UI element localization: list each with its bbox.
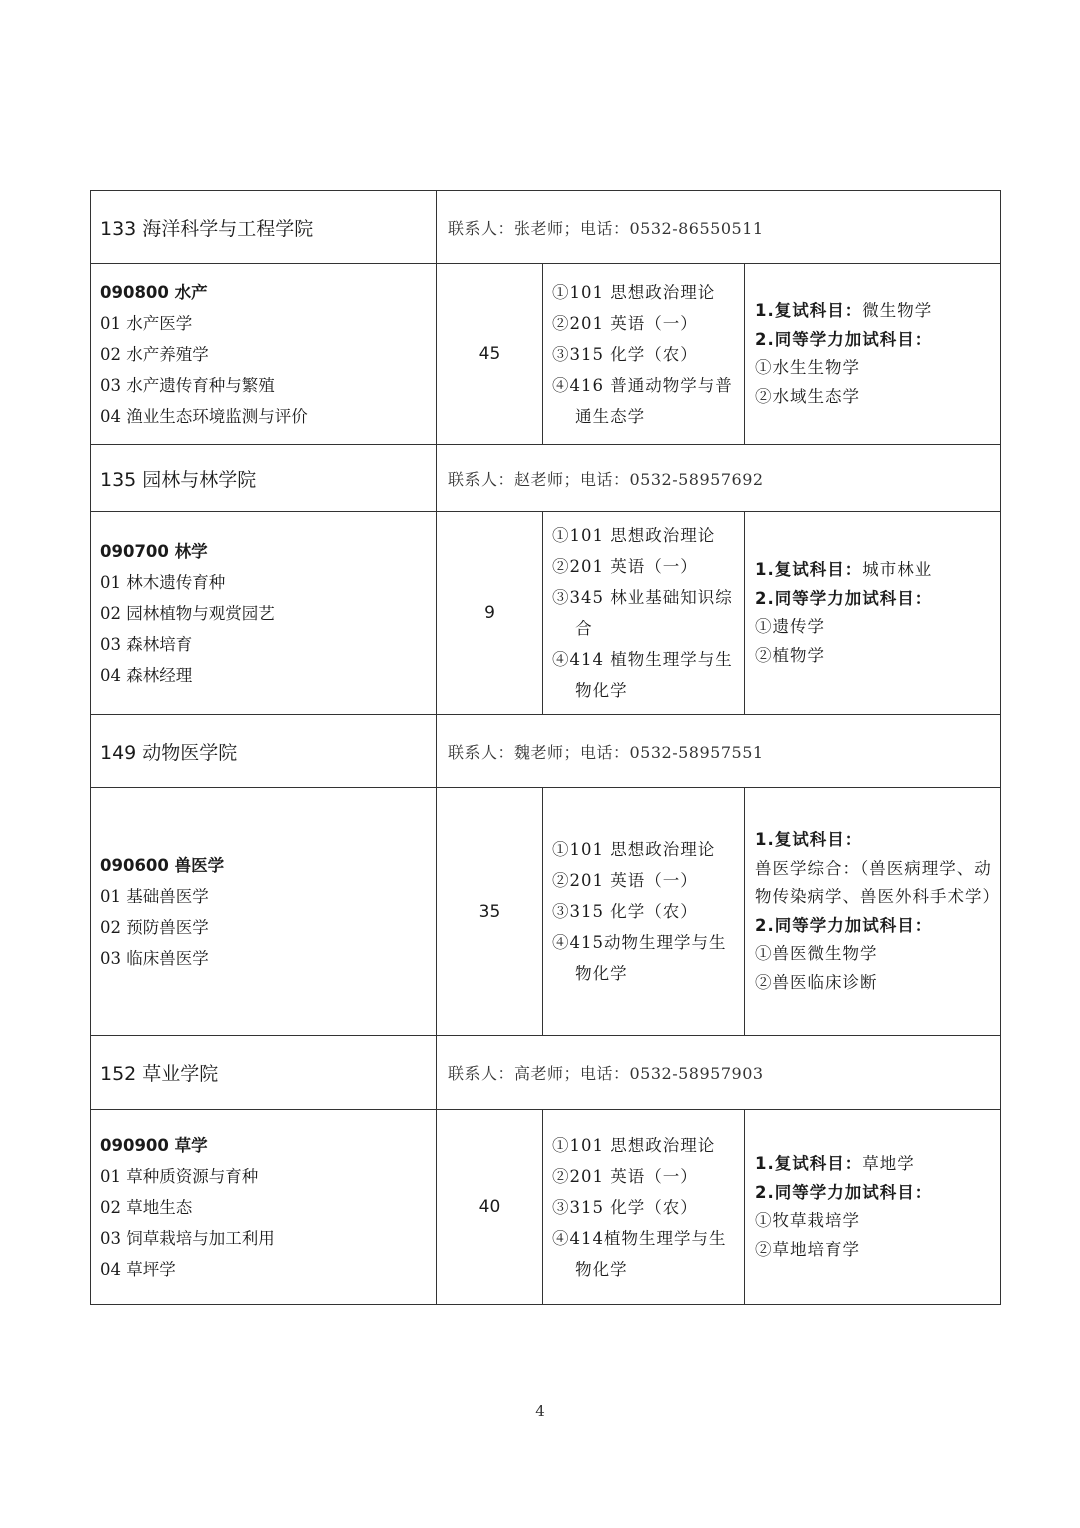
extra-item: ①牧草栽培学 (755, 1211, 860, 1230)
extra-item: ①遗传学 (755, 617, 825, 636)
retest-value: 兽医学综合：（兽医病理学、动物传染病学、兽医外科手术学） (755, 858, 1000, 906)
retest-cell (745, 264, 1001, 445)
enrollment-quota: 45 (437, 264, 543, 445)
direction-item: 03 临床兽医学 (100, 948, 209, 968)
subject-item: ④414植物生理学与生物化学 (552, 1228, 727, 1279)
page-number: 4 (535, 1402, 545, 1420)
extra-label: 2.同等学力加试科目： (755, 588, 933, 608)
college-title: 149 动物医学院 (91, 715, 437, 788)
enrollment-table (90, 190, 1001, 1305)
subject-item: ③315 化学（农） (552, 902, 698, 921)
major-cell (91, 512, 437, 715)
direction-item: 03 饲草栽培与加工利用 (100, 1228, 275, 1248)
subject-item: ②201 英语（一） (552, 313, 698, 333)
retest-label: 1.复试科目： (755, 560, 863, 579)
subject-item: ①101 思想政治理论 (552, 840, 716, 859)
retest-cell (745, 1110, 1001, 1305)
extra-label: 2.同等学力加试科目： (755, 915, 933, 935)
direction-item: 02 水产养殖学 (100, 344, 209, 364)
subject-item: ③315 化学（农） (552, 344, 698, 364)
subject-item: ④415动物生理学与生物化学 (552, 933, 727, 983)
enrollment-quota: 35 (437, 788, 543, 1036)
subject-item: ①101 思想政治理论 (552, 1135, 716, 1155)
extra-label: 2.同等学力加试科目： (755, 329, 933, 349)
major-cell (91, 264, 437, 445)
direction-item: 03 森林培育 (100, 634, 193, 654)
direction-item: 01 草种质资源与育种 (100, 1166, 259, 1186)
retest-value: 微生物学 (862, 301, 933, 320)
college-title: 135 园林与林学院 (91, 445, 437, 512)
contact-info: 联系人：高老师；电话：0532-58957903 (437, 1036, 1001, 1110)
exam-subjects (543, 788, 745, 1036)
retest-cell (745, 512, 1001, 715)
retest-label: 1.复试科目： (755, 301, 863, 320)
extra-item: ①水生生物学 (755, 358, 860, 377)
contact-info: 联系人：魏老师；电话：0532-58957551 (437, 715, 1001, 788)
subject-item: ①101 思想政治理论 (552, 526, 716, 545)
major-code: 090800 水产 (100, 282, 208, 302)
extra-item: ②水域生态学 (755, 386, 860, 406)
direction-item: 04 渔业生态环境监测与评价 (100, 406, 308, 426)
major-code: 090900 草学 (100, 1135, 208, 1155)
direction-item: 01 水产医学 (100, 313, 193, 333)
retest-label: 1.复试科目： (755, 1154, 863, 1173)
subject-item: ②201 英语（一） (552, 557, 698, 576)
direction-item: 02 园林植物与观赏园艺 (100, 603, 275, 623)
college-title: 133 海洋科学与工程学院 (91, 191, 437, 264)
major-cell (91, 1110, 437, 1305)
subject-item: ③315 化学（农） (552, 1197, 698, 1217)
subject-item: ②201 英语（一） (552, 871, 698, 890)
direction-item: 02 预防兽医学 (100, 917, 209, 937)
direction-item: 01 林木遗传育种 (100, 572, 226, 592)
college-title: 152 草业学院 (91, 1036, 437, 1110)
subject-item: ③345 林业基础知识综合 (552, 588, 733, 638)
retest-value: 城市林业 (862, 560, 933, 579)
extra-item: ②草地培育学 (755, 1239, 860, 1259)
major-cell (91, 788, 437, 1036)
exam-subjects (543, 264, 745, 445)
direction-item: 02 草地生态 (100, 1197, 193, 1217)
extra-item: ②兽医临床诊断 (755, 972, 878, 992)
subject-item: ①101 思想政治理论 (552, 282, 716, 302)
exam-subjects (543, 512, 745, 715)
major-code: 090600 兽医学 (100, 855, 225, 875)
contact-info: 联系人：赵老师；电话：0532-58957692 (437, 445, 1001, 512)
extra-item: ②植物学 (755, 645, 825, 665)
major-code: 090700 林学 (100, 541, 208, 561)
subject-item: ②201 英语（一） (552, 1166, 698, 1186)
extra-item: ①兽医微生物学 (755, 944, 878, 963)
enrollment-quota: 9 (437, 512, 543, 715)
enrollment-quota: 40 (437, 1110, 543, 1305)
extra-label: 2.同等学力加试科目： (755, 1182, 933, 1202)
subject-item: ④416 普通动物学与普通生态学 (552, 375, 733, 426)
direction-item: 03 水产遗传育种与繁殖 (100, 375, 275, 395)
exam-subjects (543, 1110, 745, 1305)
direction-item: 04 草坪学 (100, 1259, 176, 1279)
direction-item: 04 森林经理 (100, 665, 193, 685)
contact-info: 联系人：张老师；电话：0532-86550511 (437, 191, 1001, 264)
subject-item: ④414 植物生理学与生物化学 (552, 650, 733, 700)
retest-label: 1.复试科目： (755, 830, 863, 849)
retest-cell (745, 788, 1001, 1036)
direction-item: 01 基础兽医学 (100, 886, 209, 906)
retest-value: 草地学 (862, 1154, 915, 1173)
